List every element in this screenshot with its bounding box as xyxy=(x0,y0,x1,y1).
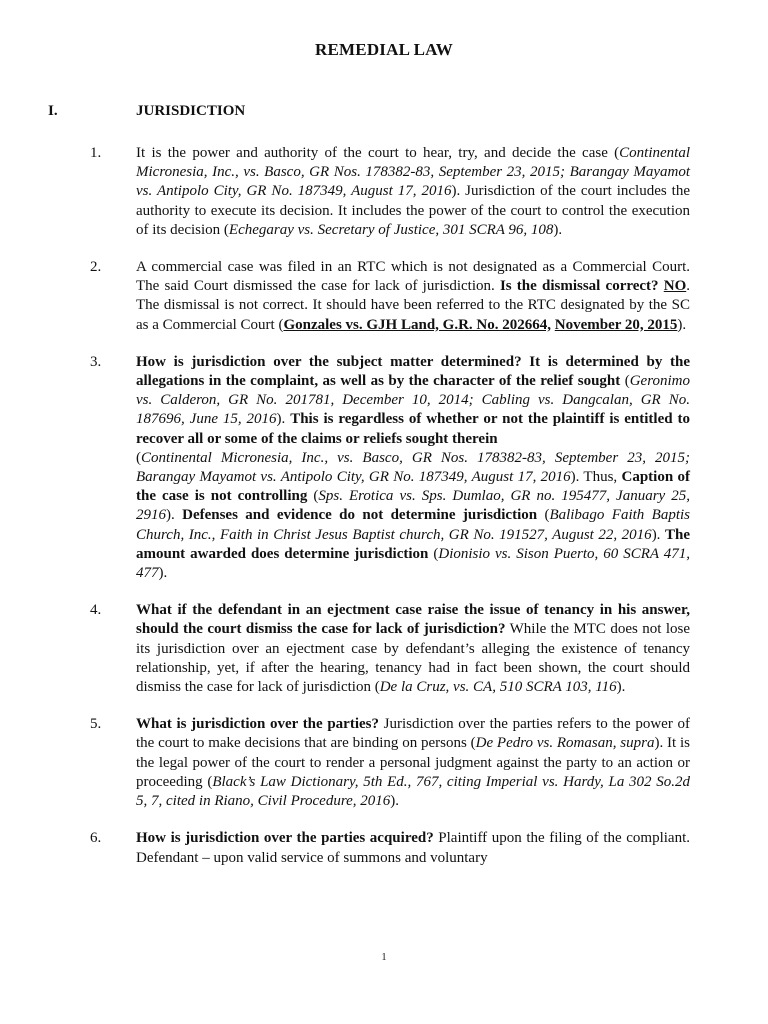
emphasis-text: How is jurisdiction over the parties acquired? xyxy=(136,830,434,847)
item-text xyxy=(136,258,690,335)
text-run: ). xyxy=(276,411,291,428)
section-title: JURISDICTION xyxy=(136,103,246,119)
section-heading xyxy=(48,103,708,120)
item-text xyxy=(136,829,690,867)
emphasis-text: This is regardless of whether or not the plaintiff is entitled to recover all or some of the claims or reliefs sought therein xyxy=(136,411,690,447)
text-run: ). xyxy=(677,316,687,333)
emphasis-text: NO xyxy=(663,278,687,295)
citation: Continental Micronesia, Inc., vs. Basco, GR Nos. 178382-83, September 23, 2015; Barangay Mayamot vs. Antipolo City, GR No. 187349, August 17, 2016 xyxy=(136,145,690,200)
text-run: ). xyxy=(616,679,626,696)
text-run: ). xyxy=(553,221,563,238)
text-run: Jurisdiction over the parties refers to the power of the court to make decisions that are binding on persons ( xyxy=(136,716,690,752)
citation: Sps. Erotica vs. Sps. Dumlao, GR no. 195477, January 25, 2916 xyxy=(136,488,690,524)
emphasis-text: How is jurisdiction over the subject matter determined? It is determined by the allegations in the complaint, as well as by the character of the relief sought xyxy=(136,353,690,390)
text-run: ( xyxy=(537,507,550,524)
citation: Geronimo vs. Calderon, GR No. 201781, December 10, 2014; Cabling vs. Dangcalan, GR No. 187696, June 15, 2016 xyxy=(136,373,690,428)
item-text xyxy=(136,144,690,240)
emphasis-text: Gonzales vs. GJH Land, G.R. No. 202664, xyxy=(283,316,551,333)
emphasis-text: What is jurisdiction over the parties? xyxy=(136,716,379,733)
text-run: A commercial case was filed in an RTC which is not designated as a Commercial Court. The said Court dismissed the case for lack of jurisdiction. xyxy=(136,259,690,295)
citation: Dionisio vs. Sison Puerto, 60 SCRA 471, 477 xyxy=(136,545,690,582)
item-text xyxy=(136,353,690,583)
list-item xyxy=(0,715,768,811)
text-run: ). xyxy=(390,793,400,810)
list-item xyxy=(0,258,768,335)
item-number: 4. xyxy=(90,602,102,619)
citation: Continental Micronesia, Inc., vs. Basco, GR Nos. 178382-83, September 23, 2015; Barangay Mayamot vs. Antipolo City, GR No. 187349, August 17, 2016 xyxy=(136,449,690,486)
emphasis-text: November 20, 2015 xyxy=(554,316,678,333)
page-number: 1 xyxy=(381,952,387,963)
emphasis-text: Defenses and evidence do not determine jurisdiction xyxy=(182,507,538,524)
emphasis-text: The amount awarded does determine jurisdiction xyxy=(136,526,690,562)
citation: De la Cruz, vs. CA, 510 SCRA 103, 116 xyxy=(379,679,617,696)
item-text xyxy=(136,601,690,697)
item-number: 2. xyxy=(90,259,102,276)
text-run: ). Jurisdiction of the court includes the authority to execute its decision. It includes the power of the court to control the execution of its decision ( xyxy=(136,183,690,238)
text-run: . The dismissal is not correct. It should have been referred to the RTC designated by the SC as a Commercial Court ( xyxy=(136,278,690,333)
emphasis-text: What if the defendant in an ejectment case raise the issue of tenancy in his answer, should the court dismiss the case for lack of jurisdiction? xyxy=(136,602,690,638)
numbered-items xyxy=(0,144,768,886)
text-run: ). xyxy=(158,565,168,582)
item-number: 5. xyxy=(90,716,102,733)
citation: Echegaray vs. Secretary of Justice, 301 SCRA 96, 108 xyxy=(228,221,554,238)
text-run: ( xyxy=(620,373,630,390)
list-item xyxy=(0,353,768,583)
text-run: It is the power and authority of the court to hear, try, and decide the case ( xyxy=(136,145,620,161)
citation: Balibago Faith Baptis Church, Inc., Faith in Christ Jesus Baptist church, GR No. 191527, August 22, 2016 xyxy=(136,507,690,543)
emphasis-text: Is the dismissal correct? xyxy=(499,278,664,295)
list-item xyxy=(0,829,768,867)
text-run: While the MTC does not lose its jurisdiction over an ejectment case by defendant’s alleging the existence of tenancy relationship, yet, if after the hearing, tenancy had in fact been shown, the court should dismiss the case for lack of jurisdiction ( xyxy=(136,621,690,696)
list-item xyxy=(0,144,768,240)
text-run: ). It is the legal power of the court to render a personal judgment against the party to an action or proceeding ( xyxy=(136,735,690,790)
item-number: 3. xyxy=(90,353,102,370)
list-item xyxy=(0,601,768,697)
item-number: 6. xyxy=(90,830,102,847)
text-run: Plaintiff upon the filing of the compliant. Defendant – upon valid service of summons and voluntary xyxy=(136,830,690,866)
citation: Black’s Law Dictionary, 5th Ed., 767, citing Imperial vs. Hardy, La 302 So.2d 5, 7, cited in Riano, Civil Procedure, 2016 xyxy=(136,773,690,810)
text-run: ). Thus, xyxy=(570,469,622,486)
emphasis-text: Caption of the case is not controlling xyxy=(136,469,690,505)
item-number: 1. xyxy=(90,145,102,161)
document-title: REMEDIAL LAW xyxy=(315,40,453,59)
text-run: ( xyxy=(307,488,319,505)
section-number: I. xyxy=(48,103,58,119)
text-run: ). xyxy=(651,526,665,543)
citation: De Pedro vs. Romasan, supra xyxy=(475,735,655,752)
text-run: ). xyxy=(166,507,183,524)
text-run: ( xyxy=(136,449,141,466)
text-run: ( xyxy=(428,545,439,562)
item-text xyxy=(136,715,690,811)
